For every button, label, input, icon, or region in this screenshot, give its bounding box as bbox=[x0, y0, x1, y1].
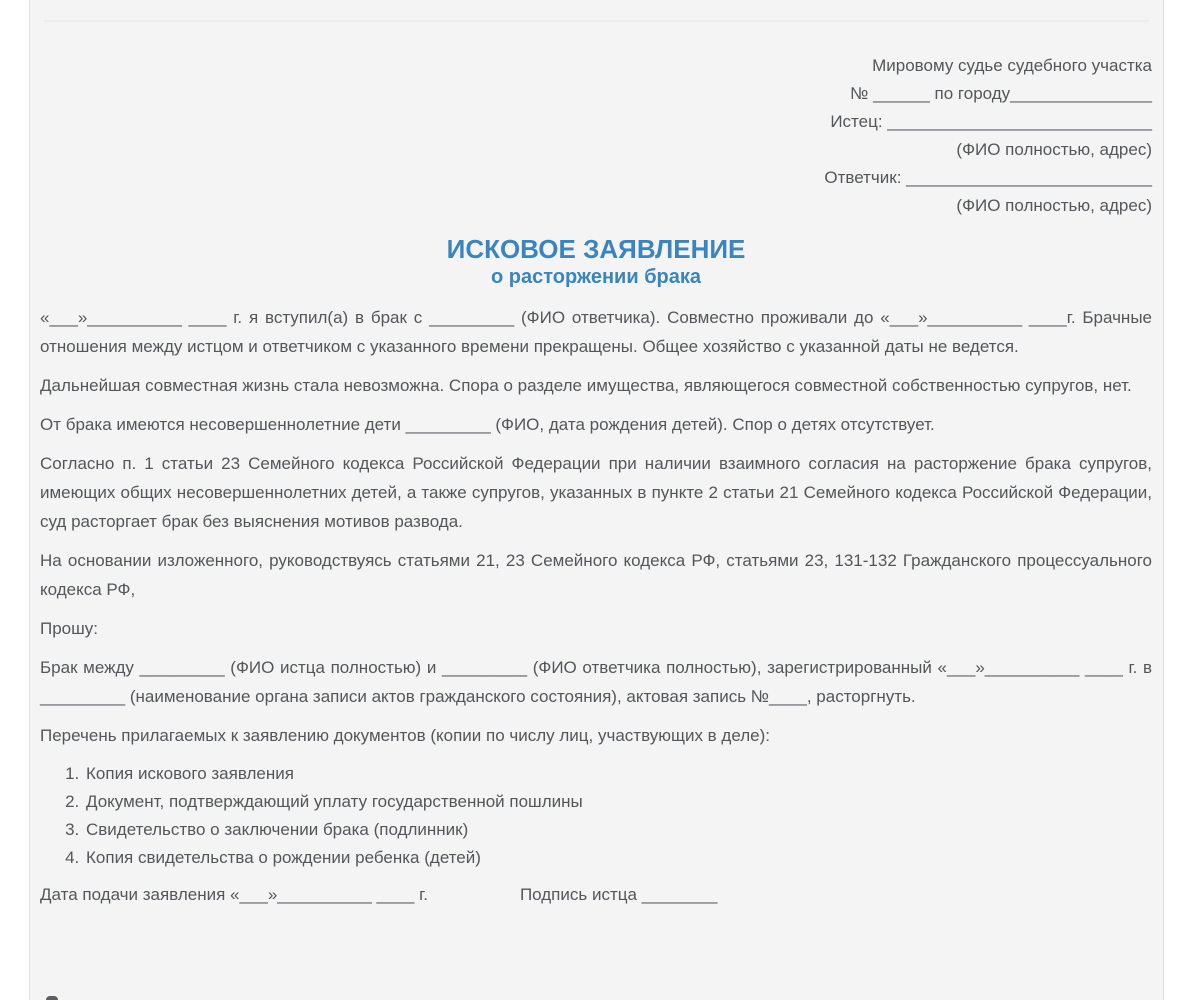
paragraph-dissolution-request: Брак между _________ (ФИО истца полностью) и _________ (ФИО ответчика полностью), зарегистрированный «___»__________ ____ г. в _________ (наименование органа записи актов гражданского состояния), актовая запись №____, расторгнуть. bbox=[40, 658, 1152, 706]
top-divider bbox=[44, 20, 1149, 22]
document-title-block bbox=[40, 234, 1152, 291]
paragraph-children: От брака имеются несовершеннолетние дети _________ (ФИО, дата рождения детей). Спор о детях отсутствует. bbox=[40, 415, 935, 434]
attachments-list bbox=[40, 760, 1152, 872]
attachment-item-state-fee: 2. Документ, подтверждающий уплату государственной пошлины bbox=[84, 788, 1152, 816]
attachment-item-claim-copy: 1. Копия искового заявления bbox=[84, 760, 1152, 788]
document-subtitle: о расторжении брака bbox=[490, 266, 702, 288]
paragraph-legal-basis: Согласно п. 1 статьи 23 Семейного кодекса Российской Федерации при наличии взаимного согласия на расторжение брака супругов, имеющих общих несовершеннолетних детей, а также супругов, указанных в пункте 2 статьи 21 Семейного кодекса Российской Федерации, суд расторгает брак без выяснения мотивов развода. bbox=[40, 454, 1152, 531]
document-body bbox=[40, 303, 1152, 909]
court-address-block bbox=[40, 52, 1152, 220]
plaintiff-hint: (ФИО полностью, адрес) bbox=[956, 140, 1152, 159]
paragraph-marriage-facts: «___»__________ ____ г. я вступил(а) в брак с _________ (ФИО ответчика). Совместно проживали до «___»__________ ____г. Брачные отношения между истцом и ответчиком с указанного времени прекращены. Общее хозяйство с указанной даты не ведется. bbox=[40, 308, 1152, 356]
signature-line: Подпись истца ________ bbox=[519, 885, 718, 904]
filing-date-line: Дата подачи заявления «___»__________ ____ г. bbox=[40, 885, 428, 904]
document-title: ИСКОВОЕ ЗАЯВЛЕНИЕ bbox=[446, 234, 746, 264]
document-panel bbox=[29, 0, 1164, 1000]
request-label: Прошу: bbox=[40, 619, 98, 638]
court-line: Мировому судье судебного участка bbox=[872, 56, 1152, 75]
attachments-intro: Перечень прилагаемых к заявлению документов (копии по числу лиц, участвующих в деле): bbox=[40, 726, 771, 745]
attachment-item-marriage-certificate: 3. Свидетельство о заключении брака (подлинник) bbox=[84, 816, 1152, 844]
attachment-item-birth-certificate: 4. Копия свидетельства о рождении ребенка (детей) bbox=[84, 844, 1152, 872]
divorce-claim-document bbox=[30, 52, 1163, 909]
paragraph-statutes: На основании изложенного, руководствуясь статьями 21, 23 Семейного кодекса РФ, статьями 23, 131-132 Гражданского процессуального кодекса РФ, bbox=[40, 551, 1152, 599]
clipped-next-line-fragment bbox=[46, 996, 58, 1000]
paragraph-no-property-dispute: Дальнейшая совместная жизнь стала невозможна. Спора о разделе имущества, являющегося совместной собственностью супругов, нет. bbox=[40, 376, 1132, 395]
court-number-city-line: № ______ по городу_______________ bbox=[850, 84, 1152, 103]
plaintiff-line: Истец: ____________________________ bbox=[830, 112, 1152, 131]
defendant-line: Ответчик: __________________________ bbox=[824, 168, 1152, 187]
signature-row bbox=[40, 880, 1152, 909]
defendant-hint: (ФИО полностью, адрес) bbox=[956, 196, 1152, 215]
